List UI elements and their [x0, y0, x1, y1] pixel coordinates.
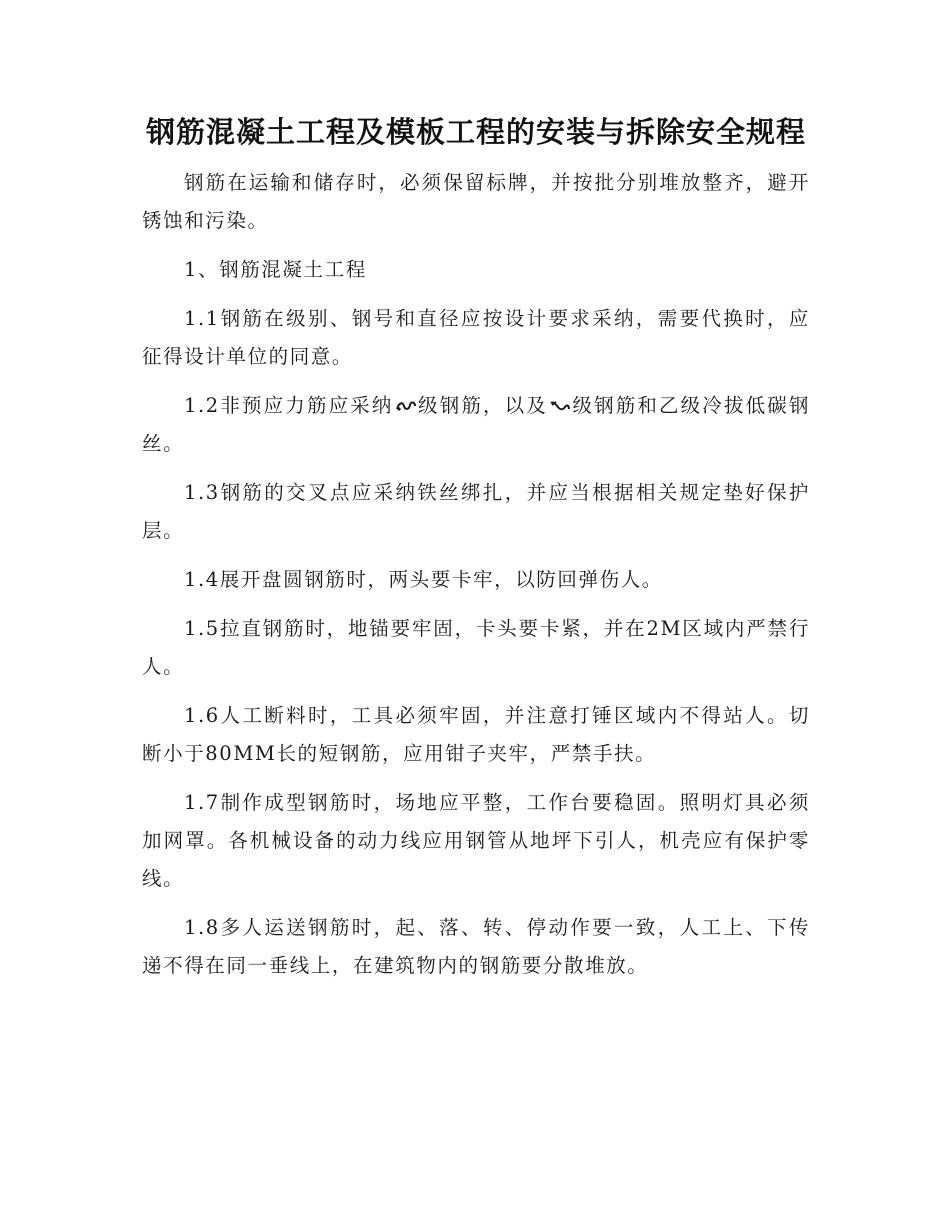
section-heading: 1、钢筋混凝土工程 [184, 258, 367, 281]
steel-grade-symbol-icon [395, 399, 417, 413]
intro-paragraph: 钢筋在运输和储存时，必须保留标牌，并按批分别堆放整齐，避开锈蚀和污染。 [142, 171, 810, 232]
document-title: 钢筋混凝土工程及模板工程的安装与拆除安全规程 [145, 115, 806, 149]
clause-1-2-part1: 1.2非预应力筋应采纳 [184, 394, 394, 417]
clause-1-2-part2: 级钢筋，以及 [417, 394, 548, 417]
clause-1-4: 1.4展开盘圆钢筋时，两头要卡牢，以防回弹伤人。 [184, 568, 663, 591]
clause-1-1: 1.1钢筋在级别、钢号和直径应按设计要求采纳，需要代换时，应征得设计单位的同意。 [142, 307, 810, 368]
clause-1-8: 1.8多人运送钢筋时，起、落、转、停动作要一致，人工上、下传递不得在同一垂线上，在建筑物内的钢筋要分散堆放。 [142, 916, 810, 977]
clause-1-5: 1.5拉直钢筋时，地锚要牢固，卡头要卡紧，并在2M区域内严禁行人。 [142, 617, 810, 678]
clause-1-7: 1.7制作成型钢筋时，场地应平整，工作台要稳固。照明灯具必须加网罩。各机械设备的动力线应用钢管从地坪下引人，机壳应有保护零线。 [142, 791, 810, 890]
clause-1-2-part3: 级钢筋和乙级冷拔低碳钢丝。 [142, 394, 810, 455]
document-page [142, 110, 810, 985]
clause-1-2 [142, 387, 810, 463]
clause-1-6: 1.6人工断料时，工具必须牢固，并注意打锤区域内不得站人。切断小于80MM长的短钢筋，应用钳子夹牢，严禁手扶。 [142, 704, 810, 765]
clause-1-3: 1.3钢筋的交叉点应采纳铁丝绑扎，并应当根据相关规定垫好保护层。 [142, 481, 810, 542]
steel-grade-symbol-icon [549, 399, 571, 413]
